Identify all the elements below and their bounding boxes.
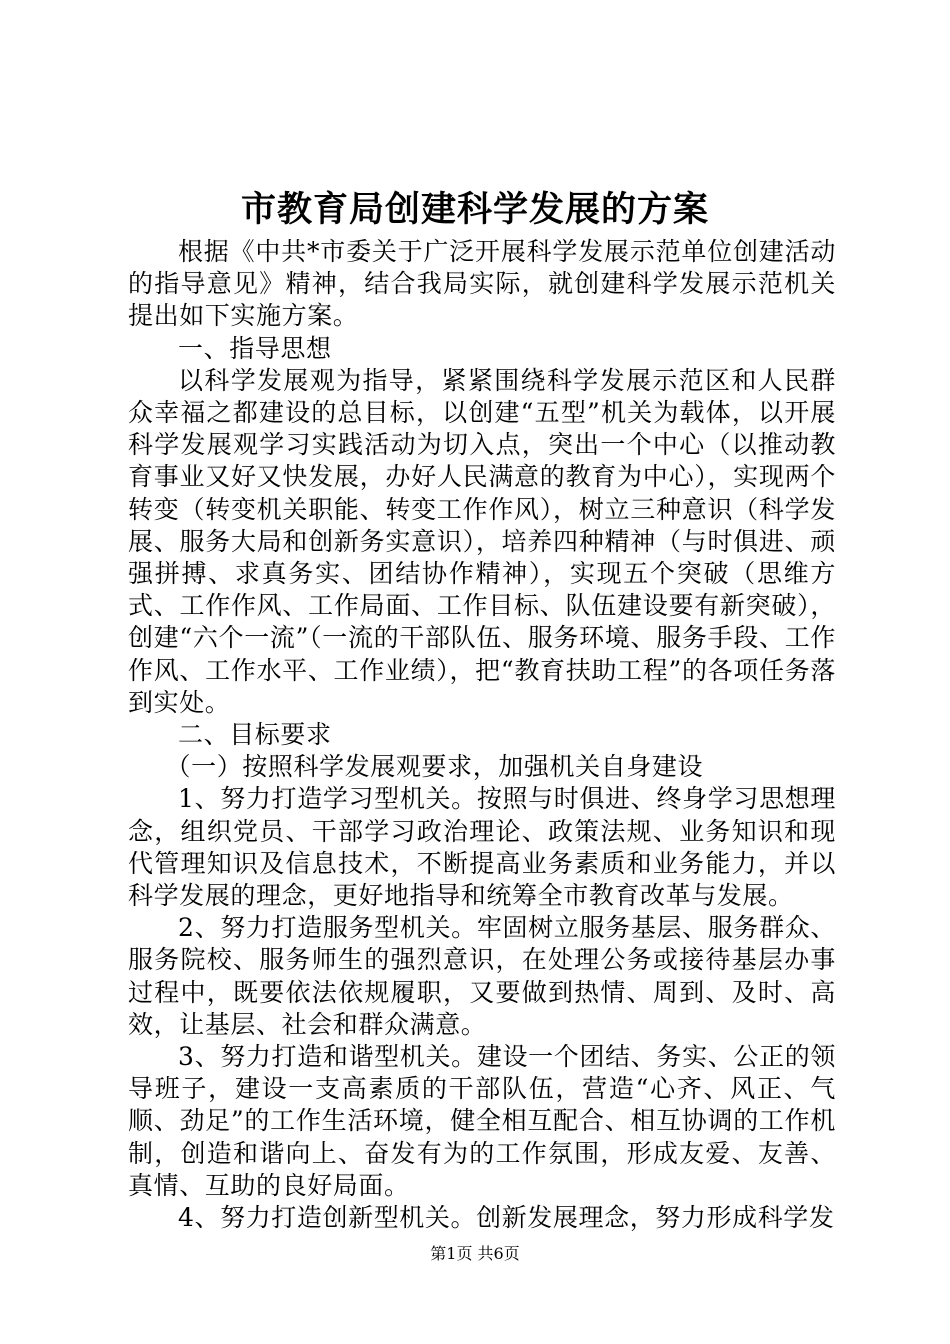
section-heading-goals: 二、目标要求 <box>178 720 332 750</box>
item-innovative-organ: 4、努力打造创新型机关。创新发展理念，努力形成科学发 <box>178 1203 835 1233</box>
document-body <box>128 236 836 1234</box>
page-number-footer: 第1页 共6页 <box>430 1244 520 1263</box>
document-title: 市教育局创建科学发展的方案 <box>240 189 709 230</box>
guiding-ideology-paragraph: 以科学发展观为指导，紧紧围绕科学发展示范区和人民群众幸福之都建设的总目标，以创建“五型”机关为载体，以开展科学发展观学习实践活动为切入点，突出一个中心（以推动教育事业又好又快发展，办好人民满意的教育为中心），实现两个转变（转变机关职能、转变工作作风），树立三种意识（科学发展、服务大局和创新务实意识），培养四种精神（与时俱进、顽强拼搏、求真务实、团结协作精神），实现五个突破（思维方式、工作作风、工作局面、工作目标、队伍建设要有新突破），创建“六个一流”（一流的干部队伍、服务环境、服务手段、工作作风、工作水平、工作业绩），把“教育扶助工程”的各项任务落到实处。 <box>128 365 836 717</box>
item-harmonious-organ: 3、努力打造和谐型机关。建设一个团结、务实、公正的领导班子，建设一支高素质的干部队伍，营造“心齐、风正、气顺、劲足”的工作生活环境，健全相互配合、相互协调的工作机制，创造和谐向上、奋发有为的工作氛围，形成友爱、友善、真情、互助的良好局面。 <box>128 1042 836 1200</box>
subsection-heading-organ-building: （一）按照科学发展观要求，加强机关自身建设 <box>165 752 704 782</box>
item-learning-organ: 1、努力打造学习型机关。按照与时俱进、终身学习思想理念，组织党员、干部学习政治理论、政策法规、业务知识和现代管理知识及信息技术，不断提高业务素质和业务能力，并以科学发展的理念，更好地指导和统筹全市教育改革与发展。 <box>128 784 836 911</box>
item-service-organ: 2、努力打造服务型机关。牢固树立服务基层、服务群众、服务院校、服务师生的强烈意识，在处理公务或接待基层办事过程中，既要依法依规履职，又要做到热情、周到、及时、高效，让基层、社会和群众满意。 <box>128 913 836 1039</box>
intro-paragraph: 根据《中共*市委关于广泛开展科学发展示范单位创建活动的指导意见》精神，结合我局实际，就创建科学发展示范机关提出如下实施方案。 <box>128 237 836 331</box>
section-heading-guiding-ideology: 一、指导思想 <box>178 333 332 363</box>
